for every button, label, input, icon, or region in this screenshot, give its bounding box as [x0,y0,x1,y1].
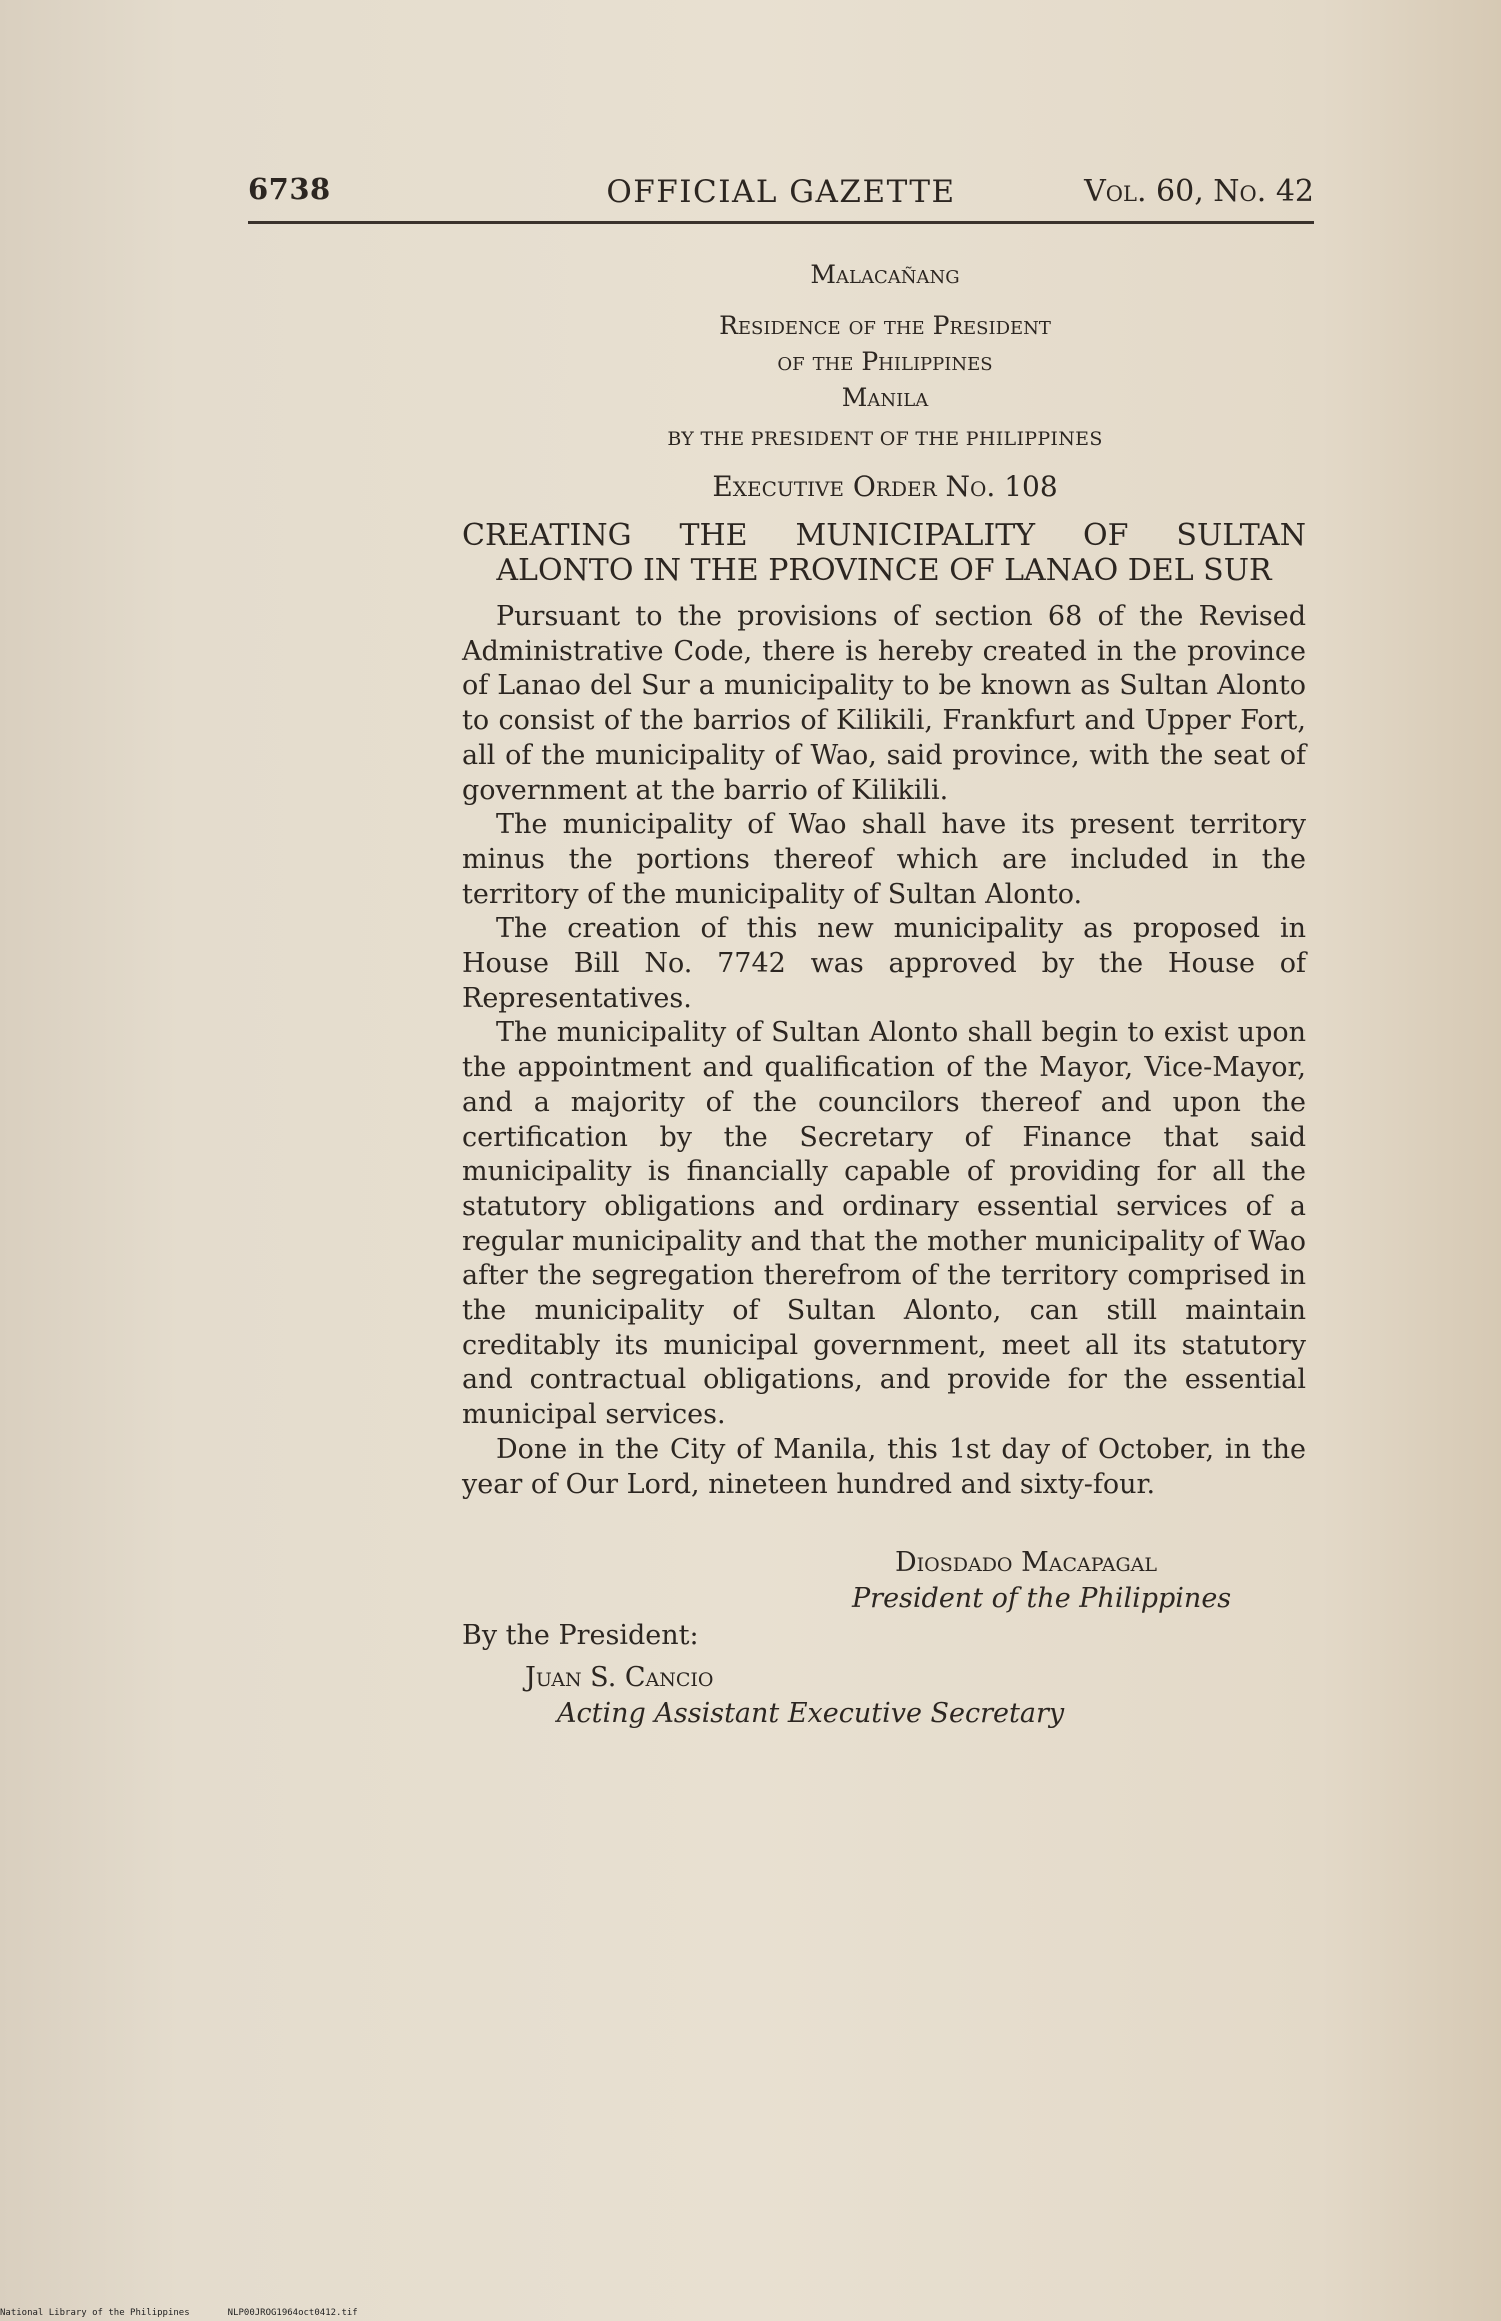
paragraph: Done in the City of Manila, this 1st day of October, in the year of Our Lord, nineteen hundred and sixty-four. [462,1433,1306,1500]
president-name: Diosdado Macapagal [895,1547,1157,1578]
office-name: Malacañang [810,260,960,289]
president-title: President of the Philippines [852,1583,1232,1614]
paragraph: Pursuant to the provisions of section 68 of the Revised Administrative Code, there is hereby created in the province of Lanao del Sur a municipality to be known as Sultan Alonto to consist of the barrios of Kilikili, Frankfurt and Upper Fort, all of the municipality of Wao, said province, with the seat of government at the barrio of Kilikili. [462,601,1306,806]
order-title-line2: ALONTO IN THE PROVINCE OF LANAO DEL SUR [496,553,1272,588]
secretary-title: Acting Assistant Executive Secretary [557,1698,1065,1729]
page-number: 6738 [248,172,331,206]
footer-library: National Library of the Philippines [0,2308,190,2318]
volume-number: Vol. 60, No. 42 [1084,174,1314,209]
secretary-name: Juan S. Cancio [525,1662,714,1693]
header-rule [248,221,1314,224]
paragraph: The municipality of Sultan Alonto shall begin to exist upon the appointment and qualification of the Mayor, Vice-Mayor, and a majority of the councilors thereof and upon the certification by the Secretary of Finance that said municipality is financially capable of providing for all the statutory obligations and ordinary essential services of a regular municipality and that the mother municipality of Wao after the segregation therefrom of the territory comprised in the municipality of Sultan Alonto, can still maintain creditably its municipal government, meet all its statutory and contractual obligations, and provide for the essential municipal services. [462,1017,1306,1431]
by-the-president-line: BY THE PRESIDENT OF THE PHILIPPINES [667,428,1103,450]
publication-title: OFFICIAL GAZETTE [606,174,956,210]
by-the-president: By the President: [462,1620,699,1651]
page-header [248,172,1314,224]
order-title-line1: CREATING THE MUNICIPALITY OF SULTAN [462,518,1306,553]
footer-file: NLP00JROG1964oct0412.tif [227,2308,358,2318]
executive-order-number: Executive Order No. 108 [712,470,1058,503]
order-body [462,600,1306,1502]
paragraph: The creation of this new municipality as proposed in House Bill No. 7742 was approved by the House of Representatives. [462,913,1306,1014]
scan-footer [0,2308,358,2318]
order-title [462,518,1306,588]
residence-block [460,308,1310,416]
city-name: Manila [841,383,929,412]
residence-line1: Residence of the President [719,311,1051,340]
paragraph: The municipality of Wao shall have its present territory minus the portions thereof which are included in the territory of the municipality of Sultan Alonto. [462,809,1306,910]
residence-line2: of the Philippines [777,347,993,376]
